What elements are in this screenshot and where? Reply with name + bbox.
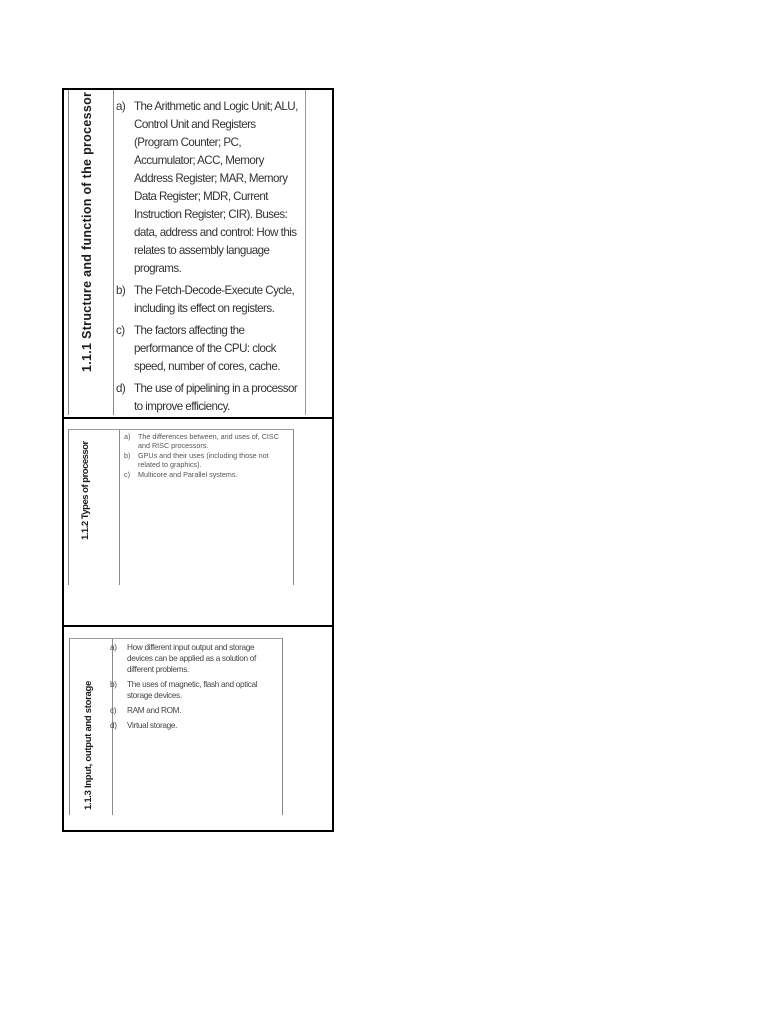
list-item xyxy=(116,282,300,318)
list-item xyxy=(124,452,289,469)
list-item xyxy=(110,720,276,731)
item-letter: a) xyxy=(124,432,131,441)
column-divider xyxy=(113,90,114,415)
item-text: The differences between, and uses of, CISC and RISC processors. xyxy=(138,432,279,450)
list-item xyxy=(110,679,276,701)
item-text: The uses of magnetic, flash and optical storage devices. xyxy=(127,680,258,700)
item-letter: d) xyxy=(110,721,117,730)
item-letter: d) xyxy=(116,382,126,395)
specification-table xyxy=(62,88,334,832)
item-text: Virtual storage. xyxy=(127,721,178,730)
item-letter: c) xyxy=(124,470,130,480)
item-text: GPUs and their uses (including those not related to graphics). xyxy=(138,451,269,469)
list-item xyxy=(110,705,276,716)
item-letter: a) xyxy=(110,643,117,652)
section-heading: 1.1.3 Input, output and storage xyxy=(83,681,94,810)
item-text: The factors affecting the performance of the CPU: clock speed, number of cores, cache. xyxy=(134,324,280,373)
section-panel-1-1-2 xyxy=(64,417,332,627)
section-item-list xyxy=(110,642,276,735)
section-panel-1-1-1 xyxy=(64,90,332,417)
list-item xyxy=(124,471,289,480)
item-text: How different input output and storage devices can be applied as a solution of different problems. xyxy=(127,643,256,674)
item-text: The use of pipelining in a processor to improve efficiency. xyxy=(134,382,298,413)
list-item xyxy=(124,433,289,450)
item-text: The Arithmetic and Logic Unit; ALU, Control Unit and Registers (Program Counter; PC, Accumulator; ACC, Memory Address Register; MAR, Memory Data Register; MDR, Current Instruction Register; CIR). Buses: data, address and control: How this relates to assembly language programs. xyxy=(134,100,298,275)
list-item xyxy=(116,322,300,376)
item-letter: a) xyxy=(116,100,126,113)
item-letter: b) xyxy=(116,284,126,297)
item-letter: b) xyxy=(110,680,117,689)
list-item xyxy=(110,642,276,675)
section-item-list xyxy=(124,433,289,482)
section-heading: 1.1.2 Types of processor xyxy=(80,441,91,540)
list-item xyxy=(116,380,300,416)
item-letter: c) xyxy=(110,706,117,715)
section-heading: 1.1.1 Structure and function of the processor xyxy=(80,91,94,372)
list-item xyxy=(116,98,300,278)
column-divider xyxy=(119,430,120,585)
item-letter: b) xyxy=(124,451,131,461)
item-text: RAM and ROM. xyxy=(127,706,182,715)
item-text: Multicore and Parallel systems. xyxy=(138,470,238,480)
item-letter: c) xyxy=(116,324,125,337)
item-text: The Fetch-Decode-Execute Cycle, including its effect on registers. xyxy=(134,284,295,315)
section-item-list xyxy=(116,98,300,417)
section-panel-1-1-3 xyxy=(64,625,332,830)
